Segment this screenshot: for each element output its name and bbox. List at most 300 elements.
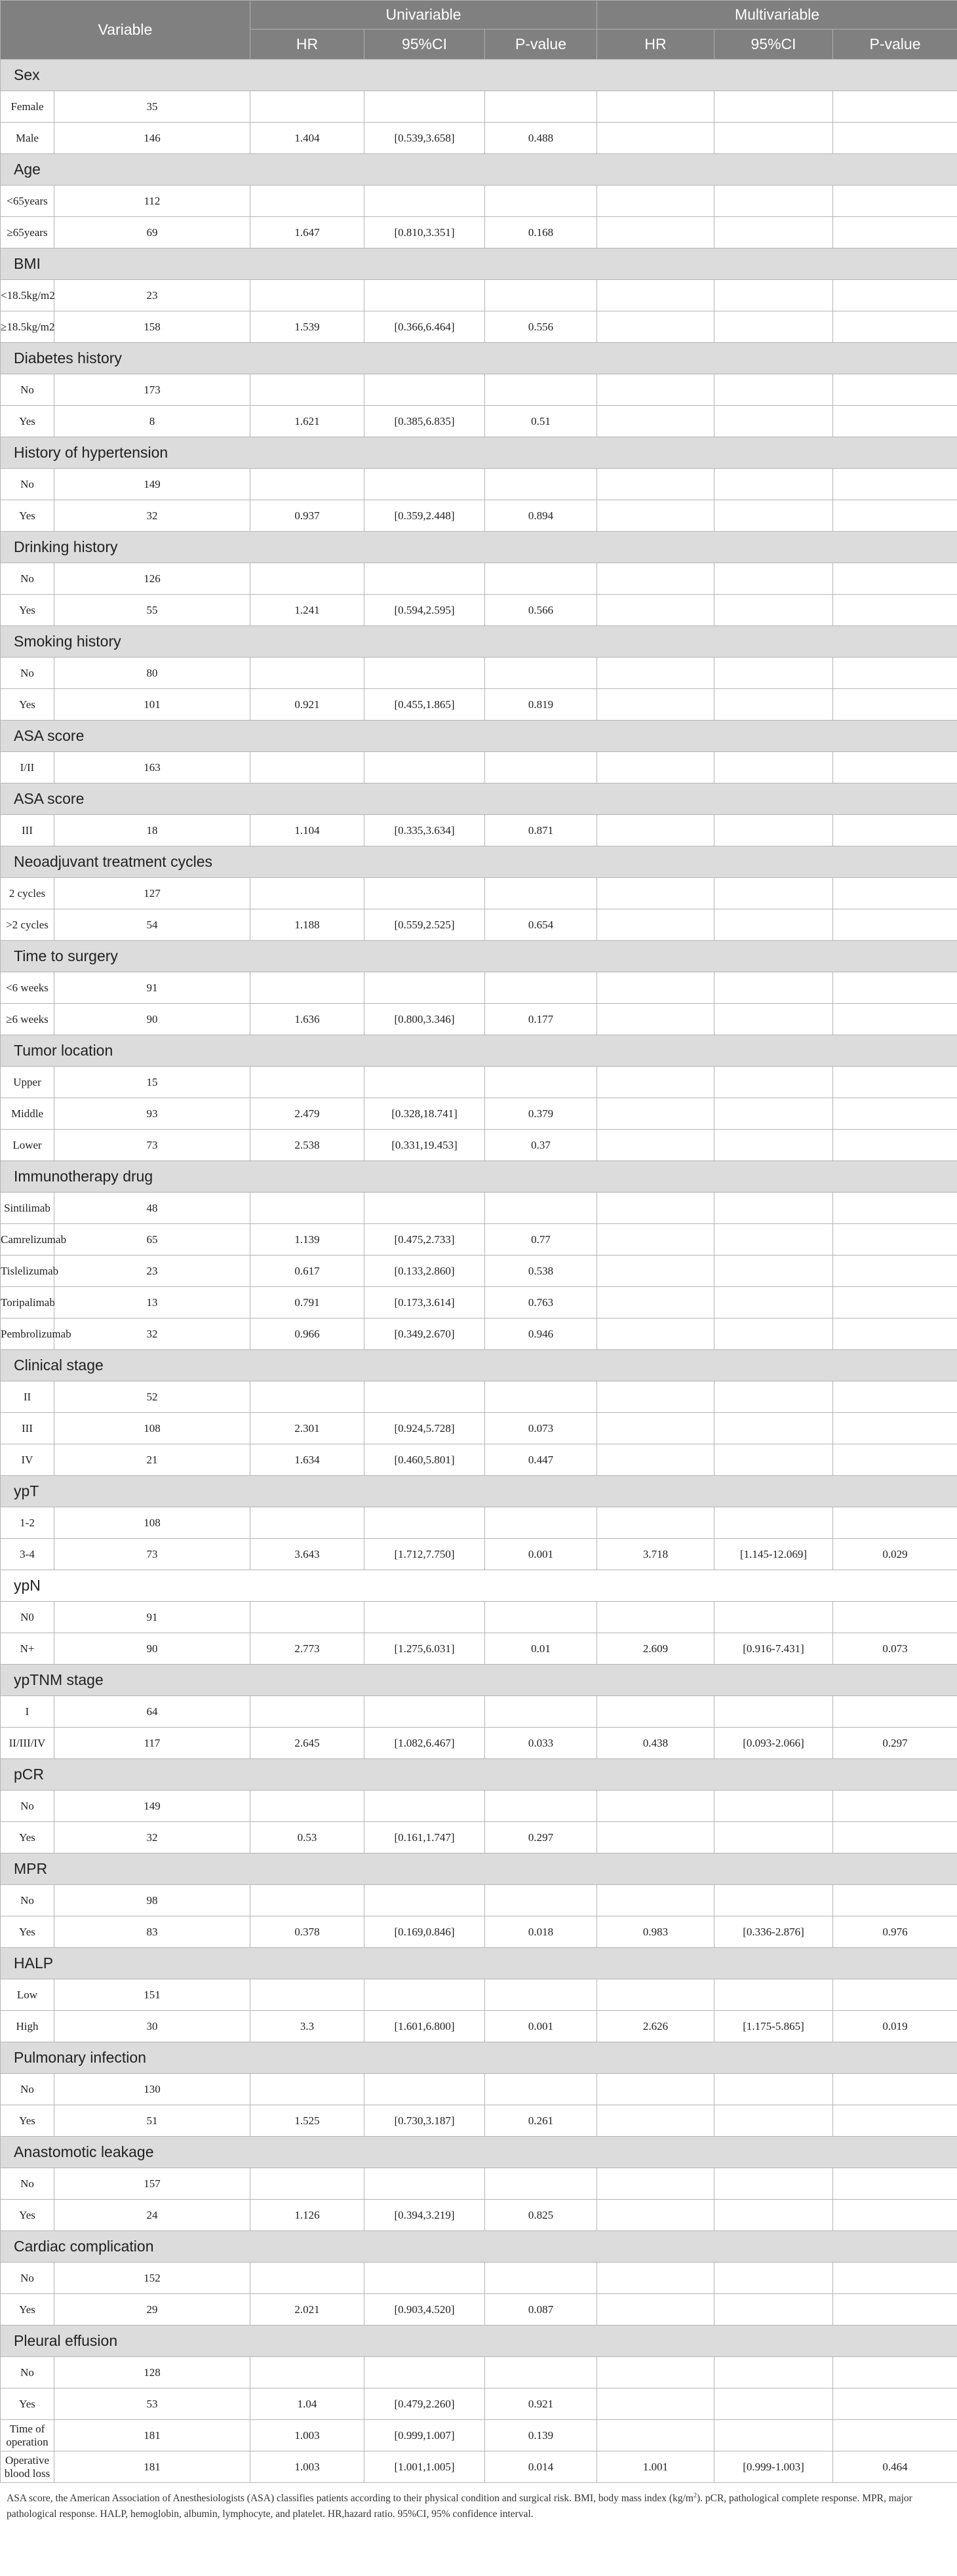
row-count: 73 — [54, 1130, 250, 1161]
multi-hr — [597, 186, 714, 217]
uni-ci: [0.594,2.595] — [364, 595, 485, 626]
multi-p — [833, 217, 957, 248]
row-count: 112 — [54, 186, 250, 217]
uni-hr: 0.378 — [250, 1916, 364, 1948]
uni-hr — [250, 374, 364, 406]
table-row — [1, 2294, 957, 2326]
group-title: Drinking history — [1, 532, 957, 563]
header-uni-hr: HR — [250, 30, 364, 60]
multi-p — [833, 2263, 957, 2294]
uni-p: 0.556 — [485, 311, 597, 343]
table-row — [1, 1539, 957, 1570]
group-header-row — [1, 1476, 957, 1507]
multi-p — [833, 2294, 957, 2326]
uni-p: 0.014 — [485, 2451, 597, 2483]
multi-p — [833, 878, 957, 909]
table-row — [1, 1067, 957, 1098]
multi-ci — [714, 1791, 833, 1822]
group-title: MPR — [1, 1853, 957, 1885]
multi-hr — [597, 1098, 714, 1130]
multi-ci — [714, 815, 833, 846]
header-uni-ci: 95%CI — [364, 30, 485, 60]
group-title: Smoking history — [1, 626, 957, 658]
uni-hr — [250, 563, 364, 595]
row-label: III — [1, 1413, 54, 1444]
multi-ci — [714, 1318, 833, 1350]
uni-ci — [364, 878, 485, 909]
row-count: 127 — [54, 878, 250, 909]
uni-ci — [364, 1507, 485, 1539]
group-title: Tumor location — [1, 1035, 957, 1067]
multi-ci — [714, 1979, 833, 2011]
row-label: Pembrolizumab — [1, 1318, 54, 1350]
table-row — [1, 500, 957, 532]
row-count: 146 — [54, 123, 250, 154]
multi-ci — [714, 1004, 833, 1035]
group-header-row — [1, 941, 957, 972]
uni-p: 0.447 — [485, 1444, 597, 1476]
uni-p: 0.087 — [485, 2294, 597, 2326]
table-row — [1, 2388, 957, 2420]
uni-hr: 1.647 — [250, 217, 364, 248]
multi-hr — [597, 2294, 714, 2326]
row-count: 29 — [54, 2294, 250, 2326]
multi-ci — [714, 2074, 833, 2105]
multi-hr — [597, 217, 714, 248]
row-count: 117 — [54, 1728, 250, 1759]
multi-p — [833, 1067, 957, 1098]
group-header-row — [1, 2137, 957, 2168]
multi-ci — [714, 374, 833, 406]
row-count: 15 — [54, 1067, 250, 1098]
uni-p: 0.297 — [485, 1822, 597, 1853]
table-row — [1, 563, 957, 595]
multi-hr — [597, 595, 714, 626]
row-count: 149 — [54, 469, 250, 500]
uni-ci — [364, 469, 485, 500]
multi-hr — [597, 406, 714, 437]
row-count: 108 — [54, 1507, 250, 1539]
uni-hr: 2.021 — [250, 2294, 364, 2326]
uni-ci — [364, 1791, 485, 1822]
row-label: Yes — [1, 1822, 54, 1853]
uni-p: 0.177 — [485, 1004, 597, 1035]
multi-hr — [597, 1444, 714, 1476]
table-row — [1, 1381, 957, 1413]
multi-p: 0.019 — [833, 2011, 957, 2042]
multi-ci — [714, 1507, 833, 1539]
table-row — [1, 280, 957, 311]
uni-p — [485, 1885, 597, 1916]
multi-p — [833, 658, 957, 689]
row-count: 152 — [54, 2263, 250, 2294]
multi-p — [833, 2420, 957, 2451]
group-title: Age — [1, 154, 957, 186]
footnote-text-part1: ASA score, the American Association of Anesthesiologists (ASA) classifies patients according to their physical condition and surgical risk. BMI, body mass index (kg/m — [7, 2493, 693, 2505]
table-header — [1, 1, 957, 60]
multi-hr — [597, 1224, 714, 1256]
uni-ci — [364, 752, 485, 783]
multi-hr — [597, 1791, 714, 1822]
uni-ci: [0.349,2.670] — [364, 1318, 485, 1350]
multi-ci — [714, 2420, 833, 2451]
multi-hr: 0.983 — [597, 1916, 714, 1948]
header-univariable: Univariable — [250, 1, 597, 30]
footnote-text-part2: ). pCR, pathological complete response. MPR, major pathological response. HALP, hemoglobin, albumin, lymphocyte, and platelet. HR,hazard ratio. 95%CI, 95% confidence interval. — [7, 2493, 912, 2520]
uni-p — [485, 752, 597, 783]
row-count: 51 — [54, 2105, 250, 2137]
uni-ci: [1.001,1.005] — [364, 2451, 485, 2483]
uni-ci: [0.331,19.453] — [364, 1130, 485, 1161]
uni-hr — [250, 91, 364, 123]
row-count: 69 — [54, 217, 250, 248]
uni-p — [485, 1193, 597, 1224]
multi-hr: 0.438 — [597, 1728, 714, 1759]
row-count: 55 — [54, 595, 250, 626]
uni-p — [485, 2263, 597, 2294]
header-multivariable: Multivariable — [597, 1, 957, 30]
row-label: Yes — [1, 2388, 54, 2420]
multi-ci — [714, 1193, 833, 1224]
multi-hr — [597, 1256, 714, 1287]
multi-ci — [714, 406, 833, 437]
row-label: Middle — [1, 1098, 54, 1130]
uni-ci — [364, 1602, 485, 1633]
uni-hr: 1.188 — [250, 909, 364, 941]
uni-p: 0.538 — [485, 1256, 597, 1287]
uni-p — [485, 2168, 597, 2200]
table-row — [1, 972, 957, 1004]
multi-hr — [597, 1696, 714, 1728]
uni-ci: [0.169,0.846] — [364, 1916, 485, 1948]
group-title: Cardiac complication — [1, 2231, 957, 2263]
uni-p: 0.37 — [485, 1130, 597, 1161]
row-label: Female — [1, 91, 54, 123]
uni-hr: 1.104 — [250, 815, 364, 846]
table-row — [1, 2420, 957, 2451]
row-count: 73 — [54, 1539, 250, 1570]
row-count: 23 — [54, 280, 250, 311]
multi-p — [833, 1791, 957, 1822]
row-label: >2 cycles — [1, 909, 54, 941]
group-title: History of hypertension — [1, 437, 957, 469]
multi-p — [833, 1696, 957, 1728]
row-count: 13 — [54, 1287, 250, 1318]
group-header-row — [1, 1665, 957, 1696]
uni-p — [485, 91, 597, 123]
multi-ci — [714, 1413, 833, 1444]
table-row — [1, 2011, 957, 2042]
uni-ci: [0.455,1.865] — [364, 689, 485, 721]
group-header-row — [1, 1161, 957, 1193]
uni-p — [485, 1507, 597, 1539]
table-row — [1, 469, 957, 500]
uni-p — [485, 2074, 597, 2105]
uni-p: 0.819 — [485, 689, 597, 721]
multi-ci: [0.916-7.431] — [714, 1633, 833, 1665]
table-row — [1, 1791, 957, 1822]
row-label: ≥18.5kg/m2 — [1, 311, 54, 343]
table-row — [1, 1696, 957, 1728]
row-label: N+ — [1, 1633, 54, 1665]
multi-hr — [597, 2200, 714, 2231]
uni-ci — [364, 2168, 485, 2200]
uni-ci — [364, 1067, 485, 1098]
header-multi-hr: HR — [597, 30, 714, 60]
row-count: 8 — [54, 406, 250, 437]
uni-p: 0.51 — [485, 406, 597, 437]
uni-p: 0.488 — [485, 123, 597, 154]
uni-hr — [250, 1979, 364, 2011]
row-count: 149 — [54, 1791, 250, 1822]
table-row — [1, 1287, 957, 1318]
multi-hr — [597, 1413, 714, 1444]
row-label: Yes — [1, 406, 54, 437]
group-header-row — [1, 2231, 957, 2263]
uni-hr: 0.921 — [250, 689, 364, 721]
multi-ci — [714, 1287, 833, 1318]
group-header-row — [1, 626, 957, 658]
row-label: ≥65years — [1, 217, 54, 248]
uni-p: 0.033 — [485, 1728, 597, 1759]
multi-ci — [714, 595, 833, 626]
table-row — [1, 2263, 957, 2294]
multi-ci — [714, 91, 833, 123]
uni-hr — [250, 280, 364, 311]
multi-p — [833, 1444, 957, 1476]
multi-p — [833, 1130, 957, 1161]
multi-ci — [714, 1885, 833, 1916]
uni-hr — [250, 1507, 364, 1539]
row-label: 2 cycles — [1, 878, 54, 909]
group-header-row — [1, 1759, 957, 1791]
multi-p — [833, 563, 957, 595]
uni-hr — [250, 1193, 364, 1224]
row-count: 91 — [54, 1602, 250, 1633]
uni-p — [485, 878, 597, 909]
uni-ci — [364, 186, 485, 217]
row-count: 65 — [54, 1224, 250, 1256]
uni-ci: [0.999,1.007] — [364, 2420, 485, 2451]
table-row — [1, 1633, 957, 1665]
group-header-row — [1, 1035, 957, 1067]
uni-ci: [1.275,6.031] — [364, 1633, 485, 1665]
group-header-row — [1, 846, 957, 878]
row-label: No — [1, 469, 54, 500]
uni-p — [485, 374, 597, 406]
uni-p: 0.073 — [485, 1413, 597, 1444]
uni-ci: [0.800,3.346] — [364, 1004, 485, 1035]
uni-ci: [0.359,2.448] — [364, 500, 485, 532]
uni-hr: 1.04 — [250, 2388, 364, 2420]
multi-ci — [714, 1256, 833, 1287]
uni-hr: 1.241 — [250, 595, 364, 626]
uni-ci — [364, 280, 485, 311]
row-label: No — [1, 563, 54, 595]
multi-hr — [597, 878, 714, 909]
row-count: 151 — [54, 1979, 250, 2011]
uni-hr: 2.538 — [250, 1130, 364, 1161]
uni-ci: [0.479,2.260] — [364, 2388, 485, 2420]
uni-p: 0.001 — [485, 2011, 597, 2042]
group-title: BMI — [1, 248, 957, 280]
table-row — [1, 1004, 957, 1035]
uni-hr — [250, 2357, 364, 2388]
uni-hr: 3.643 — [250, 1539, 364, 1570]
uni-p — [485, 1979, 597, 2011]
row-label: N0 — [1, 1602, 54, 1633]
multi-ci — [714, 2263, 833, 2294]
row-count: 93 — [54, 1098, 250, 1130]
row-count: 83 — [54, 1916, 250, 1948]
multi-p — [833, 2200, 957, 2231]
uni-hr — [250, 469, 364, 500]
multi-p — [833, 815, 957, 846]
group-header-row — [1, 1350, 957, 1381]
multi-ci: [0.336-2.876] — [714, 1916, 833, 1948]
multi-ci: [1.145-12.069] — [714, 1539, 833, 1570]
multi-ci — [714, 909, 833, 941]
multi-hr — [597, 2357, 714, 2388]
row-count: 35 — [54, 91, 250, 123]
uni-p — [485, 1067, 597, 1098]
multi-hr — [597, 2105, 714, 2137]
group-title: pCR — [1, 1759, 957, 1791]
multi-hr — [597, 311, 714, 343]
uni-p — [485, 1602, 597, 1633]
multi-hr — [597, 1381, 714, 1413]
row-label: <18.5kg/m2 — [1, 280, 54, 311]
row-count: 48 — [54, 1193, 250, 1224]
uni-ci — [364, 1381, 485, 1413]
table-row — [1, 2168, 957, 2200]
multi-p — [833, 374, 957, 406]
table-row — [1, 1444, 957, 1476]
table-footnote — [0, 2483, 957, 2522]
uni-hr: 1.621 — [250, 406, 364, 437]
multi-hr — [597, 815, 714, 846]
multi-p — [833, 909, 957, 941]
header-multi-p: P-value — [833, 30, 957, 60]
table-row — [1, 1193, 957, 1224]
multi-hr: 2.626 — [597, 2011, 714, 2042]
table-row — [1, 406, 957, 437]
uni-p: 0.379 — [485, 1098, 597, 1130]
uni-ci: [0.385,6.835] — [364, 406, 485, 437]
table-row — [1, 1885, 957, 1916]
multi-hr: 1.001 — [597, 2451, 714, 2483]
row-label: <6 weeks — [1, 972, 54, 1004]
row-count: 53 — [54, 2388, 250, 2420]
row-count: 101 — [54, 689, 250, 721]
row-label: III — [1, 815, 54, 846]
multi-p — [833, 2388, 957, 2420]
row-count: 181 — [54, 2420, 250, 2451]
uni-p: 0.01 — [485, 1633, 597, 1665]
uni-ci — [364, 1193, 485, 1224]
uni-hr: 2.645 — [250, 1728, 364, 1759]
row-count: 98 — [54, 1885, 250, 1916]
multi-p — [833, 1224, 957, 1256]
table-row — [1, 909, 957, 941]
row-count: 108 — [54, 1413, 250, 1444]
uni-hr — [250, 1696, 364, 1728]
uni-ci: [0.394,3.219] — [364, 2200, 485, 2231]
multi-ci — [714, 1067, 833, 1098]
uni-ci — [364, 972, 485, 1004]
row-label: No — [1, 658, 54, 689]
row-label: Male — [1, 123, 54, 154]
table-row — [1, 374, 957, 406]
row-count: 90 — [54, 1633, 250, 1665]
multi-hr: 2.609 — [597, 1633, 714, 1665]
row-count: 64 — [54, 1696, 250, 1728]
uni-ci — [364, 1696, 485, 1728]
uni-ci — [364, 563, 485, 595]
uni-p: 0.946 — [485, 1318, 597, 1350]
table-row — [1, 217, 957, 248]
uni-ci: [0.559,2.525] — [364, 909, 485, 941]
row-count: 21 — [54, 1444, 250, 1476]
group-title: Sex — [1, 60, 957, 91]
table-row — [1, 595, 957, 626]
uni-p: 0.77 — [485, 1224, 597, 1256]
multi-p: 0.976 — [833, 1916, 957, 1948]
group-header-row — [1, 60, 957, 91]
multi-hr — [597, 1067, 714, 1098]
row-label: Yes — [1, 500, 54, 532]
uni-ci: [0.173,3.614] — [364, 1287, 485, 1318]
uni-p: 0.139 — [485, 2420, 597, 2451]
uni-ci — [364, 2263, 485, 2294]
row-count: 90 — [54, 1004, 250, 1035]
row-label: No — [1, 1791, 54, 1822]
uni-hr — [250, 2168, 364, 2200]
multi-hr — [597, 1130, 714, 1161]
multi-p — [833, 123, 957, 154]
multi-hr — [597, 1507, 714, 1539]
table-row — [1, 123, 957, 154]
table-row — [1, 1507, 957, 1539]
multi-p: 0.297 — [833, 1728, 957, 1759]
row-label: Low — [1, 1979, 54, 2011]
row-label: 1-2 — [1, 1507, 54, 1539]
table-row — [1, 1318, 957, 1350]
row-label: Yes — [1, 689, 54, 721]
row-label: Toripalimab — [1, 1287, 54, 1318]
multi-p — [833, 311, 957, 343]
row-label: High — [1, 2011, 54, 2042]
multi-hr — [597, 1602, 714, 1633]
uni-hr: 0.966 — [250, 1318, 364, 1350]
table-row — [1, 1098, 957, 1130]
multi-hr — [597, 1287, 714, 1318]
group-header-row — [1, 532, 957, 563]
uni-ci: [0.903,4.520] — [364, 2294, 485, 2326]
group-header-row — [1, 248, 957, 280]
multi-p: 0.464 — [833, 2451, 957, 2483]
uni-hr — [250, 1067, 364, 1098]
multi-hr — [597, 374, 714, 406]
group-header-row — [1, 154, 957, 186]
multi-p — [833, 1287, 957, 1318]
group-header-row — [1, 1853, 957, 1885]
uni-hr: 1.525 — [250, 2105, 364, 2137]
multi-ci — [714, 1381, 833, 1413]
row-label: IV — [1, 1444, 54, 1476]
uni-hr: 1.003 — [250, 2451, 364, 2483]
multi-ci — [714, 280, 833, 311]
